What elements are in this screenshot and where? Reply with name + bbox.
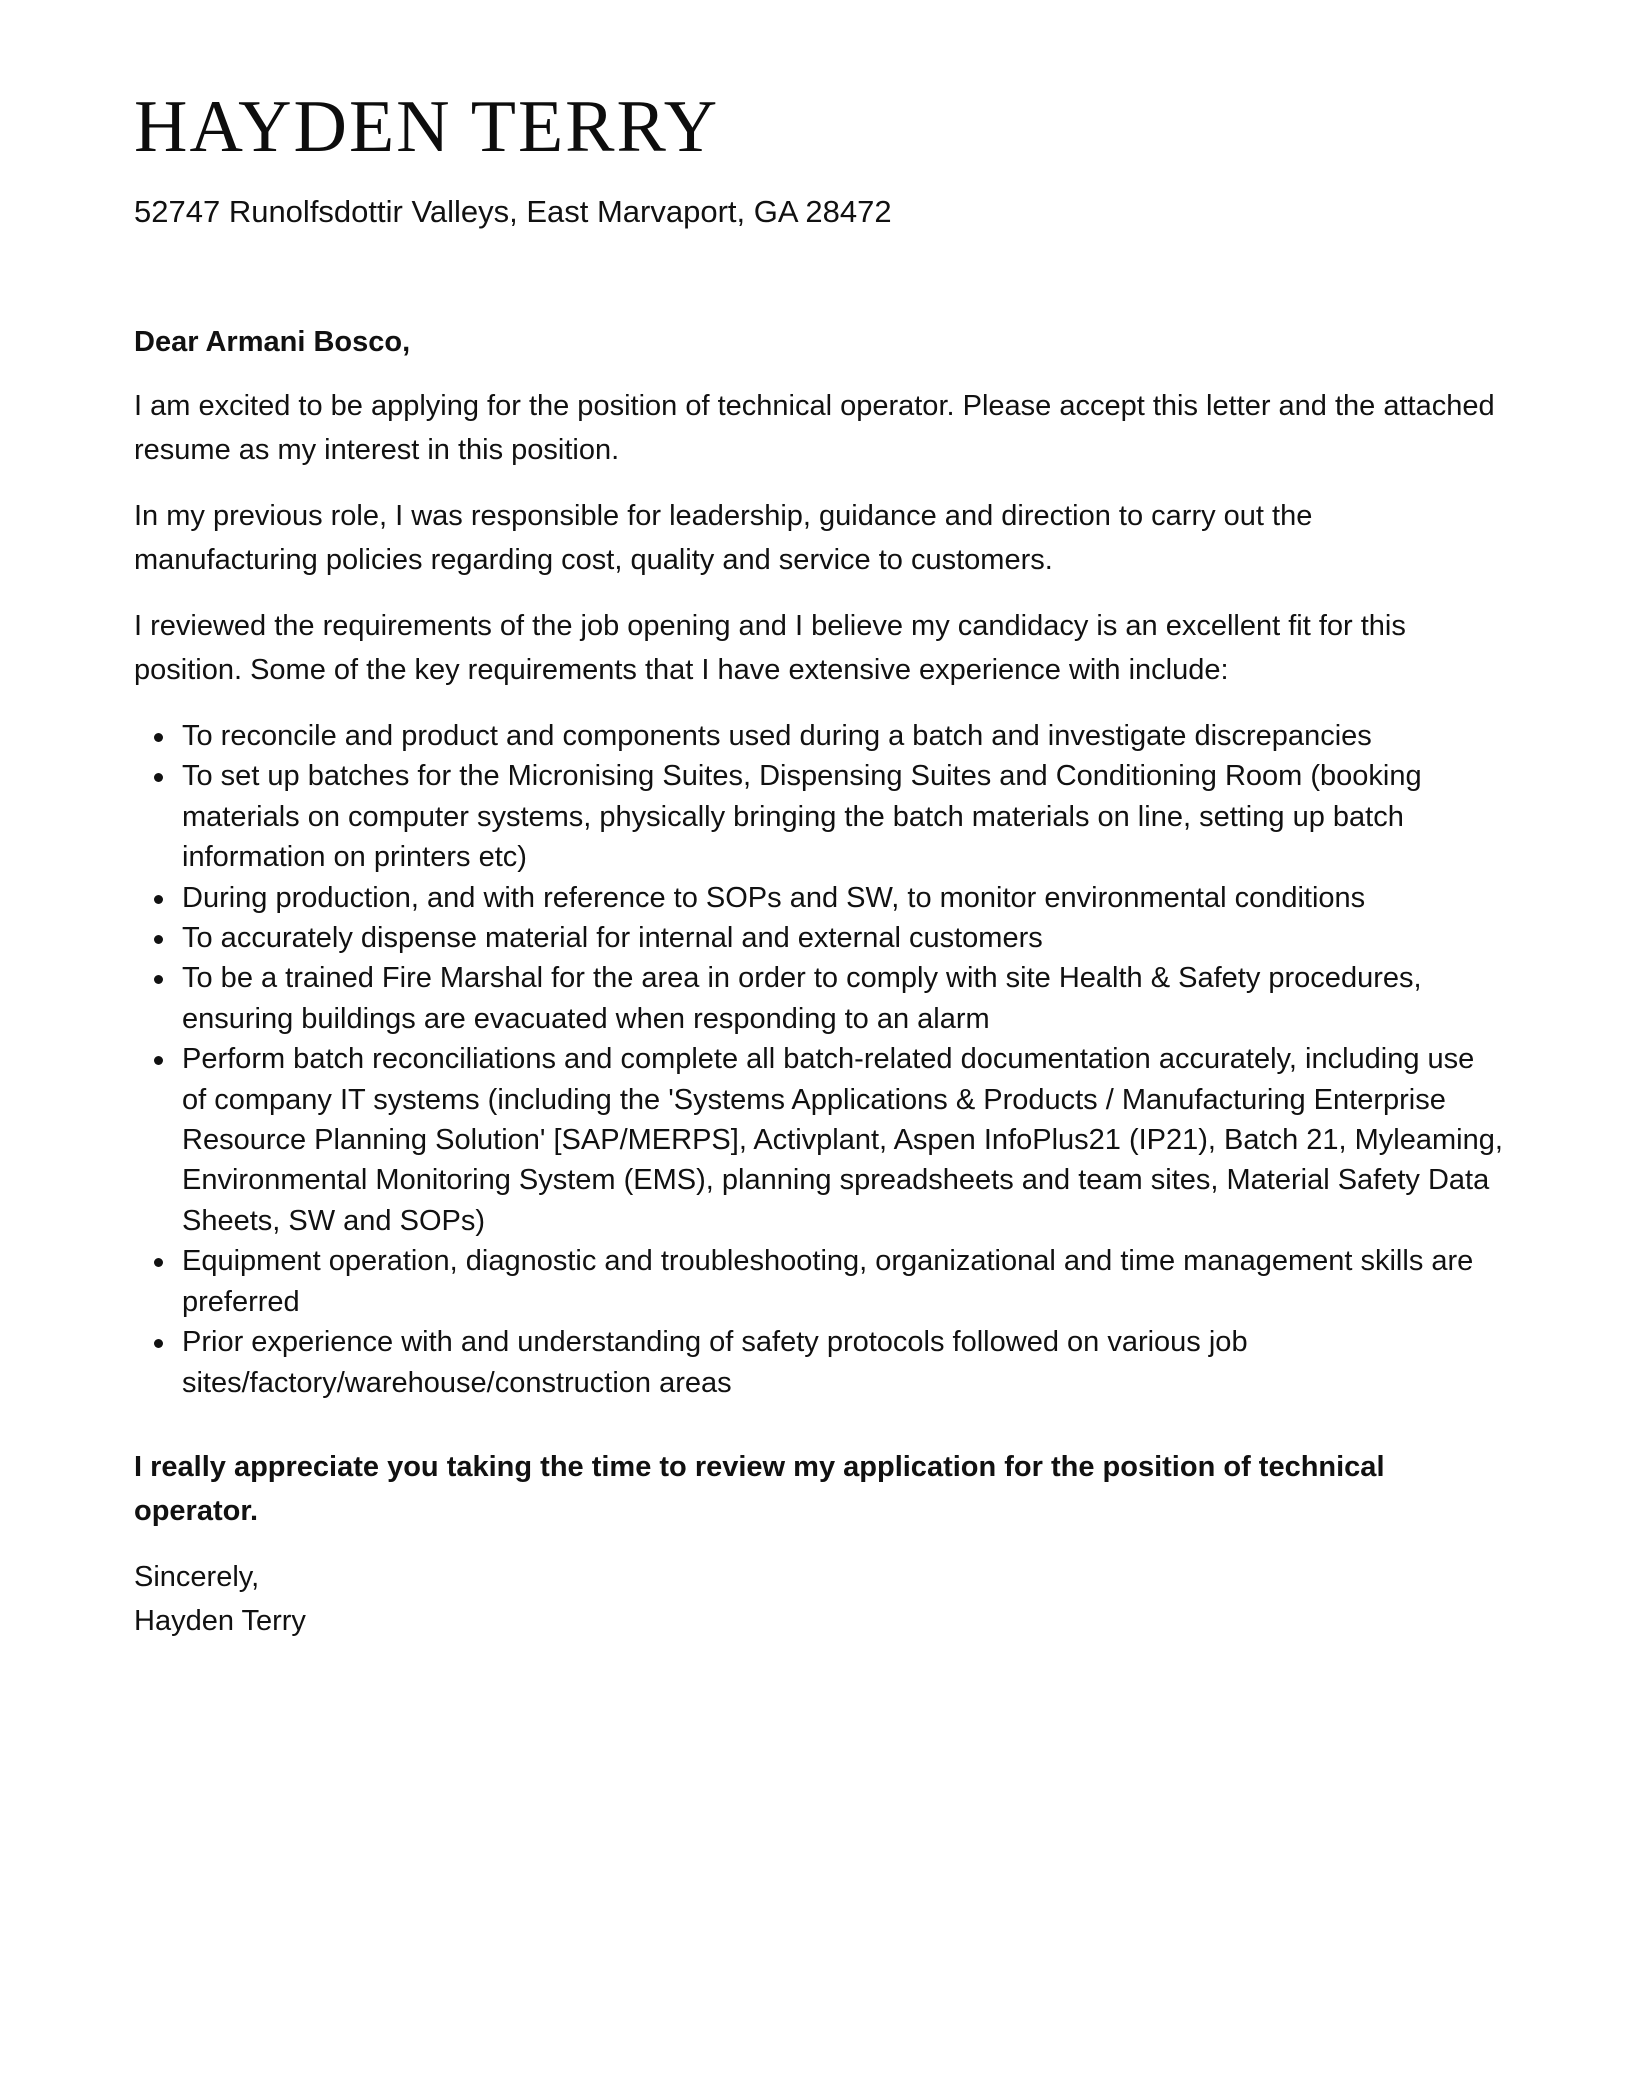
list-item: [134, 878, 1504, 918]
list-item: [134, 1322, 1504, 1403]
list-item: [134, 1241, 1504, 1322]
list-item-text: To set up batches for the Micronising Suites, Dispensing Suites and Conditioning Room (booking materials on computer systems, physically bringing the batch materials on line, setting up batch information on printers etc): [182, 760, 1422, 874]
requirements-list: [134, 716, 1504, 1403]
list-item-text: Prior experience with and understanding of safety protocols followed on various job sites/factory/warehouse/construction areas: [182, 1326, 1248, 1399]
previous-role-paragraph: In my previous role, I was responsible for leadership, guidance and direction to carry out the manufacturing policies regarding cost, quality and service to customers.: [134, 500, 1313, 576]
bullet-icon: [154, 1339, 163, 1348]
list-item-text: To accurately dispense material for internal and external customers: [182, 922, 1043, 955]
applicant-address: 52747 Runolfsdottir Valleys, East Marvaport, GA 28472: [134, 194, 892, 229]
bullet-icon: [154, 1056, 163, 1065]
list-item-text: To reconcile and product and components used during a batch and investigate discrepancies: [182, 720, 1372, 752]
bullet-icon: [154, 935, 163, 944]
list-item-text: Perform batch reconciliations and complete all batch-related documentation accurately, including use of company IT systems (including the 'Systems Applications & Products / Manufacturing Enterprise Resource Planning Solution' [SAP/MERPS], Activplant, Aspen InfoPlus21 (IP21), Batch 21, Myleaming, Environmental Monitoring System (EMS), planning spreadsheets and team sites, Material Safety Data Sheets, SW and SOPs): [182, 1043, 1503, 1237]
list-item: [134, 1039, 1504, 1241]
salutation: Dear Armani Bosco,: [134, 326, 411, 358]
list-item: [134, 958, 1504, 1039]
requirements-paragraph: I reviewed the requirements of the job opening and I believe my candidacy is an excellent fit for this position. Some of the key requirements that I have extensive experience with include:: [134, 610, 1406, 686]
list-item: [134, 716, 1504, 756]
list-item: [134, 756, 1504, 877]
list-item: [134, 918, 1504, 958]
signoff: Sincerely,: [134, 1560, 260, 1593]
list-item-text: Equipment operation, diagnostic and troubleshooting, organizational and time management skills are preferred: [182, 1245, 1474, 1318]
bullet-icon: [154, 773, 163, 782]
bullet-icon: [154, 975, 163, 984]
bullet-icon: [154, 1258, 163, 1267]
bullet-icon: [154, 895, 163, 904]
list-item-text: During production, and with reference to SOPs and SW, to monitor environmental conditions: [182, 881, 1366, 914]
closing-paragraph: I really appreciate you taking the time to review my application for the position of technical operator.: [134, 1450, 1385, 1527]
applicant-name: HAYDEN TERRY: [134, 86, 720, 168]
list-item-text: To be a trained Fire Marshal for the area in order to comply with site Health & Safety procedures, ensuring buildings are evacuated when responding to an alarm: [182, 962, 1422, 1035]
signoff-block: [134, 1555, 1504, 1643]
signature-name: Hayden Terry: [134, 1604, 306, 1637]
bullet-icon: [154, 733, 163, 742]
cover-letter: [134, 82, 1504, 1643]
intro-paragraph: I am excited to be applying for the position of technical operator. Please accept this letter and the attached resume as my interest in this position.: [134, 390, 1495, 466]
